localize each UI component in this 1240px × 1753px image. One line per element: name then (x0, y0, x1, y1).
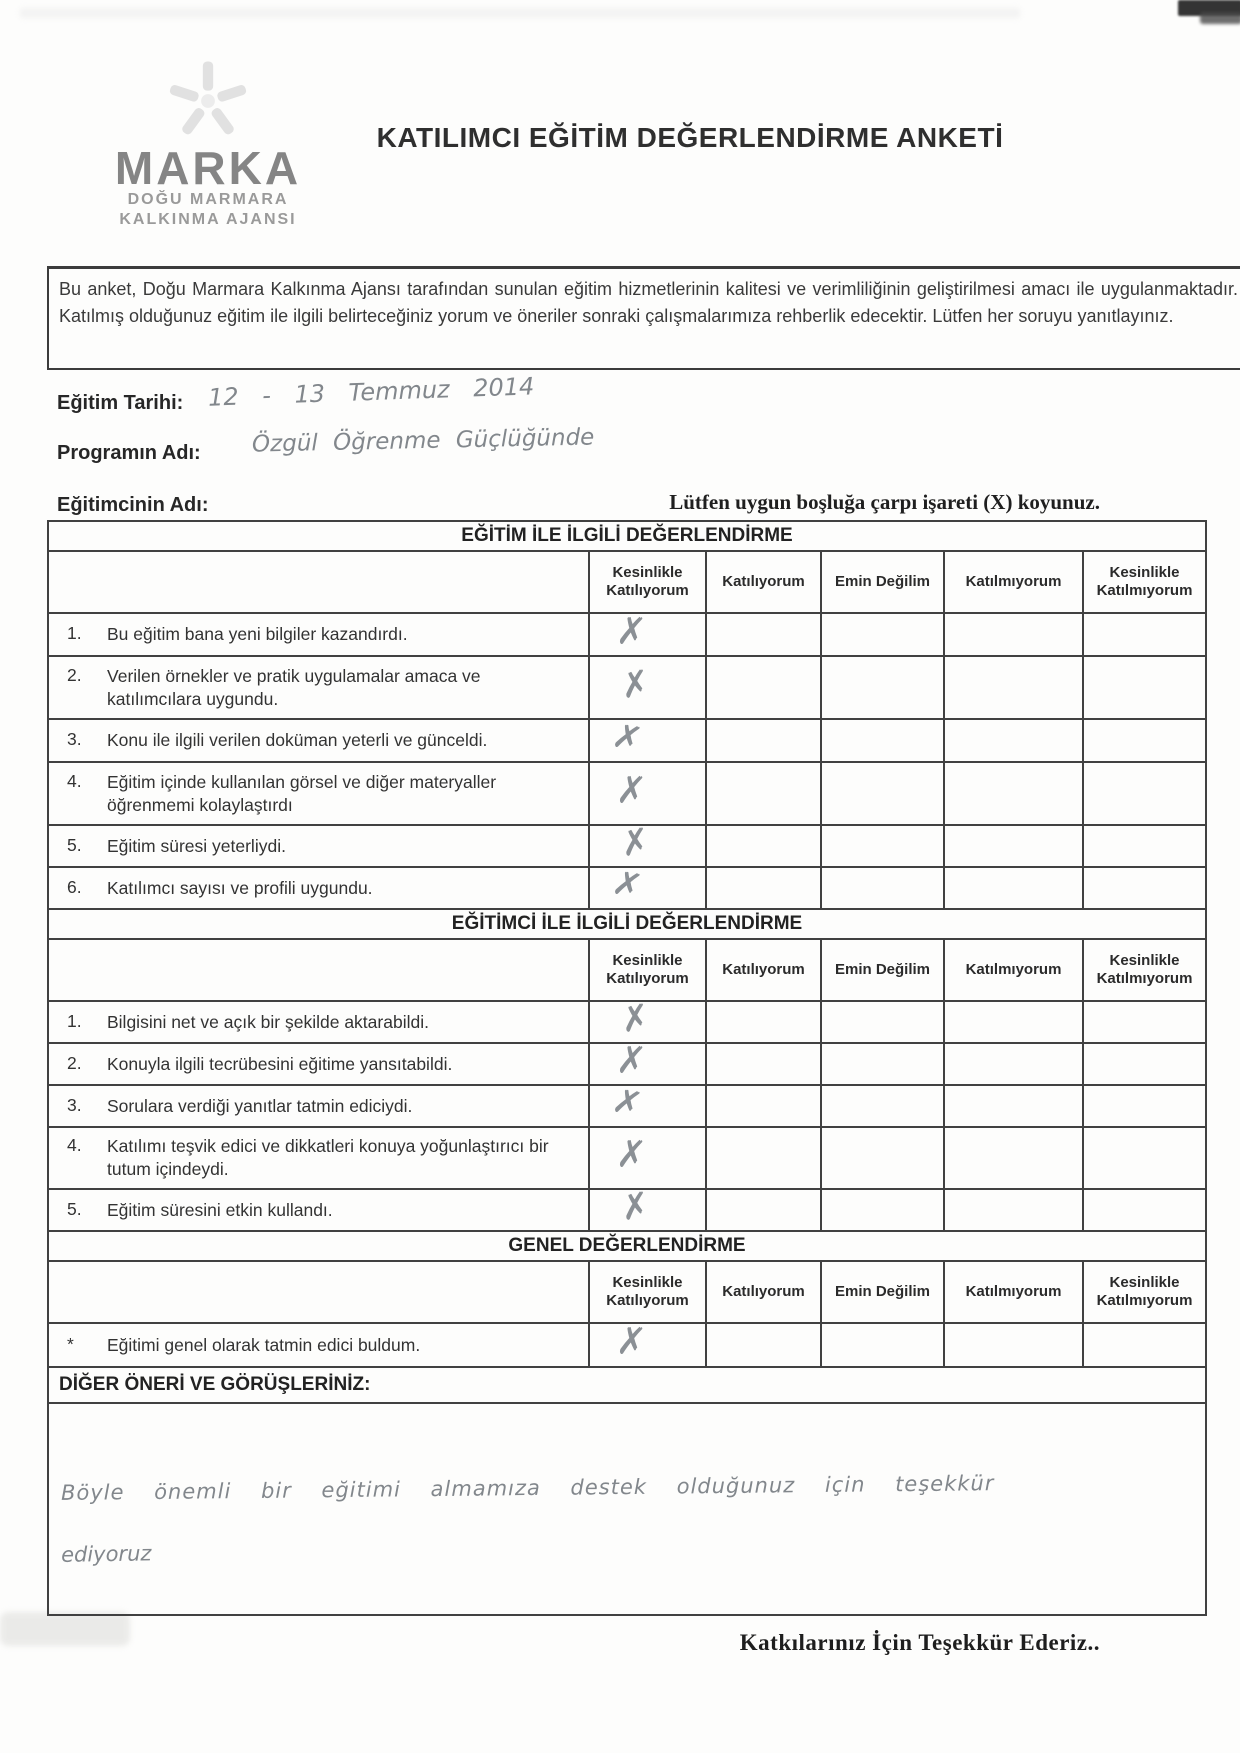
footer-thanks-text: Katkılarınız İçin Teşekkür Ederiz.. (739, 1630, 1100, 1655)
comments-area[interactable] (48, 1403, 1206, 1615)
question-cell (48, 1189, 589, 1231)
question-text: Sorulara verdiği yanıtlar tatmin ediciydi. (107, 1095, 413, 1116)
option-header: Katılmıyorum (944, 939, 1083, 1001)
comments-row (48, 1403, 1206, 1615)
answer-cell[interactable] (821, 613, 944, 656)
answer-cell[interactable] (1083, 825, 1206, 867)
answer-cell[interactable] (821, 1043, 944, 1085)
answer-cell[interactable] (944, 1043, 1083, 1085)
question-text: Konu ile ilgili verilen doküman yeterli ve günceldi. (107, 730, 488, 750)
question-row (48, 1127, 1206, 1189)
question-text: Eğitimi genel olarak tatmin edici buldum. (107, 1334, 421, 1355)
x-mark: ✗ (614, 1317, 649, 1367)
answer-cell[interactable] (821, 1189, 944, 1231)
question-number: 5. (67, 834, 82, 855)
scan-artifact (1200, 12, 1240, 24)
answer-cell[interactable] (821, 867, 944, 909)
question-cell (48, 867, 589, 909)
answer-cell-checked[interactable] (589, 996, 706, 1043)
answer-cell-checked[interactable] (589, 862, 706, 909)
empty-corner-cell (48, 939, 589, 1001)
answer-cell-checked[interactable] (589, 1080, 706, 1127)
answer-cell[interactable] (706, 1127, 821, 1189)
program-name-value[interactable]: Özgül Öğrenme Güçlüğünde (251, 424, 595, 458)
answer-cell-checked[interactable] (589, 1317, 706, 1367)
answer-cell[interactable] (706, 1085, 821, 1127)
answer-cell[interactable] (944, 613, 1083, 656)
answer-cell-checked[interactable] (589, 762, 706, 825)
logo-subtitle-1: DOĞU MARMARA (127, 191, 289, 208)
empty-corner-cell (48, 1261, 589, 1323)
answer-cell[interactable] (706, 762, 821, 825)
intro-paragraph: Bu anket, Doğu Marmara Kalkınma Ajansı tarafından sunulan eğitim hizmetlerinin kalitesi ve verimliliğinin geliştirilmesi amacı ile uygulanmaktadır. Katılmış olduğunuz eğitim ile ilgili belirteceğiniz yorum ve öneriler sonraki çalışmalarımıza rehberlik edecektir. Lütfen her soruyu yanıtlayınız. (47, 266, 1240, 370)
question-row (48, 656, 1206, 719)
answer-cell[interactable] (821, 1323, 944, 1367)
options-header-row (48, 1261, 1206, 1323)
answer-cell[interactable] (706, 867, 821, 909)
x-mark: ✗ (614, 1036, 649, 1086)
scan-artifact (0, 1612, 130, 1646)
answer-cell[interactable] (1083, 1127, 1206, 1189)
answer-cell[interactable] (821, 825, 944, 867)
answer-cell[interactable] (821, 1085, 944, 1127)
question-row (48, 719, 1206, 762)
option-header: Kesinlikle Katılmıyorum (1083, 939, 1206, 1001)
question-text: Eğitim süresini etkin kullandı. (107, 1199, 333, 1220)
answer-cell[interactable] (821, 656, 944, 719)
answer-cell[interactable] (1083, 1323, 1206, 1367)
program-name-label: Programın Adı: (57, 442, 201, 464)
x-mark: ✗ (614, 1130, 649, 1180)
x-mark: ✗ (618, 1184, 653, 1230)
x-mark: ✗ (608, 714, 647, 761)
x-mark: ✗ (614, 766, 649, 815)
question-row (48, 1323, 1206, 1367)
option-header: Katılmıyorum (944, 551, 1083, 613)
answer-cell[interactable] (706, 1189, 821, 1231)
answer-cell[interactable] (1083, 762, 1206, 825)
answer-cell[interactable] (1083, 867, 1206, 909)
question-row (48, 1043, 1206, 1085)
evaluation-form (47, 520, 1207, 1616)
section-header-training (48, 521, 1206, 551)
option-header: Katılmıyorum (944, 1261, 1083, 1323)
empty-corner-cell (48, 551, 589, 613)
section-header-general (48, 1231, 1206, 1261)
answer-cell[interactable] (1083, 1043, 1206, 1085)
question-text: Konuyla ilgili tecrübesini eğitime yansıtabildi. (107, 1053, 453, 1074)
option-header: Katılıyorum (706, 551, 821, 613)
agency-logo (88, 58, 328, 230)
question-cell (48, 762, 589, 825)
page-title: KATILIMCI EĞİTİM DEĞERLENDİRME ANKETİ (376, 122, 1004, 153)
handwritten-comment-line2: ediyoruz (60, 1541, 152, 1567)
answer-cell-checked[interactable] (589, 607, 706, 656)
answer-cell-checked[interactable] (589, 1127, 706, 1189)
question-text: Katılımcı sayısı ve profili uygundu. (107, 877, 373, 898)
question-cell (48, 825, 589, 867)
answer-cell[interactable] (944, 656, 1083, 719)
question-number: 1. (67, 623, 82, 643)
options-header-row (48, 939, 1206, 1001)
question-number: 6. (67, 876, 82, 897)
option-header: Emin Değilim (821, 939, 944, 1001)
answer-cell-checked[interactable] (589, 714, 706, 762)
answer-cell[interactable] (706, 825, 821, 867)
comments-label: DİĞER ÖNERİ VE GÖRÜŞLERİNİZ: (48, 1367, 1206, 1403)
answer-cell-checked[interactable] (589, 656, 706, 719)
question-row (48, 1189, 1206, 1231)
logo-subtitle-2: KALKINMA AJANSI (119, 211, 297, 228)
trainer-name-label: Eğitimcinin Adı: (57, 494, 209, 516)
answer-cell[interactable] (821, 719, 944, 762)
question-cell (48, 719, 589, 762)
comments-header (48, 1367, 1206, 1403)
answer-cell[interactable] (821, 1127, 944, 1189)
question-text: Verilen örnekler ve pratik uygulamalar amaca ve katılımcılara uygundu. (107, 665, 481, 709)
answer-cell[interactable] (944, 1323, 1083, 1367)
question-text: Eğitim süresi yeterliydi. (107, 835, 286, 856)
x-mark: ✗ (608, 1080, 647, 1126)
option-header: Emin Değilim (821, 1261, 944, 1323)
question-text: Bilgisini net ve açık bir şekilde aktarabildi. (107, 1011, 429, 1032)
logo-brand-text: MARKA (114, 142, 302, 194)
section-title: EĞİTİM İLE İLGİLİ DEĞERLENDİRME (48, 521, 1206, 551)
answer-cell[interactable] (706, 719, 821, 762)
answer-cell[interactable] (944, 719, 1083, 762)
star-logo-icon (162, 58, 254, 144)
question-cell (48, 1127, 589, 1189)
question-number: * (67, 1333, 74, 1354)
question-cell (48, 1085, 589, 1127)
answer-cell[interactable] (1083, 1001, 1206, 1043)
question-number: 4. (67, 1135, 82, 1155)
answer-cell[interactable] (1083, 613, 1206, 656)
answer-cell[interactable] (1083, 719, 1206, 762)
question-number: 2. (67, 664, 82, 685)
question-cell (48, 1001, 589, 1043)
answer-cell[interactable] (944, 1085, 1083, 1127)
answer-cell[interactable] (1083, 1085, 1206, 1127)
answer-cell[interactable] (944, 867, 1083, 909)
question-number: 2. (67, 1052, 82, 1073)
scan-artifact (20, 8, 1020, 18)
answer-cell[interactable] (706, 1323, 821, 1367)
question-number: 3. (67, 729, 82, 749)
evaluation-table (47, 520, 1207, 1616)
question-number: 1. (67, 1010, 82, 1031)
question-row (48, 1085, 1206, 1127)
answer-cell-checked[interactable] (589, 1036, 706, 1086)
answer-cell[interactable] (821, 762, 944, 825)
section-title: GENEL DEĞERLENDİRME (48, 1231, 1206, 1261)
question-number: 4. (67, 770, 82, 791)
option-header: Katılıyorum (706, 939, 821, 1001)
answer-cell[interactable] (944, 762, 1083, 825)
answer-cell-checked[interactable] (589, 820, 706, 867)
options-header-row (48, 551, 1206, 613)
question-row (48, 867, 1206, 909)
training-date-label: Eğitim Tarihi: (57, 392, 184, 414)
x-mark: ✗ (618, 996, 653, 1042)
option-header: Kesinlikle Katılmıyorum (1083, 551, 1206, 613)
option-header: Kesinlikle Katılmıyorum (1083, 1261, 1206, 1323)
training-date-value[interactable]: 12 - 13 Temmuz 2014 (207, 372, 535, 412)
marking-instruction: Lütfen uygun boşluğa çarpı işareti (X) koyunuz. (669, 490, 1100, 514)
question-cell (48, 1043, 589, 1085)
option-header: Emin Değilim (821, 551, 944, 613)
question-cell (48, 613, 589, 656)
section-header-trainer (48, 909, 1206, 939)
x-mark: ✗ (608, 862, 647, 908)
answer-cell[interactable] (944, 1127, 1083, 1189)
answer-cell[interactable] (706, 613, 821, 656)
answer-cell[interactable] (706, 1043, 821, 1085)
x-mark: ✗ (618, 820, 653, 866)
question-cell (48, 1323, 589, 1367)
answer-cell[interactable] (821, 1001, 944, 1043)
question-number: 3. (67, 1094, 82, 1115)
question-row (48, 613, 1206, 656)
question-text: Bu eğitim bana yeni bilgiler kazandırdı. (107, 624, 408, 644)
question-row (48, 762, 1206, 825)
answer-cell[interactable] (944, 1189, 1083, 1231)
question-cell (48, 656, 589, 719)
x-mark: ✗ (614, 607, 649, 656)
question-row (48, 825, 1206, 867)
answer-cell[interactable] (944, 1001, 1083, 1043)
question-text: Eğitim içinde kullanılan görsel ve diğer materyaller öğrenmemi kolaylaştırdı (107, 771, 497, 815)
answer-cell[interactable] (706, 1001, 821, 1043)
answer-cell[interactable] (706, 656, 821, 719)
option-header: Katılıyorum (706, 1261, 821, 1323)
question-number: 5. (67, 1198, 82, 1219)
handwritten-comment-line1: Böyle önemli bir eğitimi almamıza destek olduğunuz için teşekkür (60, 1471, 995, 1505)
option-header: Kesinlikle Katılıyorum (589, 551, 706, 613)
answer-cell[interactable] (944, 825, 1083, 867)
option-header: Kesinlikle Katılıyorum (589, 939, 706, 1001)
answer-cell[interactable] (1083, 656, 1206, 719)
option-header: Kesinlikle Katılıyorum (589, 1261, 706, 1323)
section-title: EĞİTİMCİ İLE İLGİLİ DEĞERLENDİRME (48, 909, 1206, 939)
answer-cell-checked[interactable] (589, 1184, 706, 1231)
x-mark: ✗ (618, 661, 653, 708)
question-text: Katılımı teşvik edici ve dikkatleri konuya yoğunlaştırıcı bir tutum içindeydi. (107, 1136, 549, 1179)
answer-cell[interactable] (1083, 1189, 1206, 1231)
